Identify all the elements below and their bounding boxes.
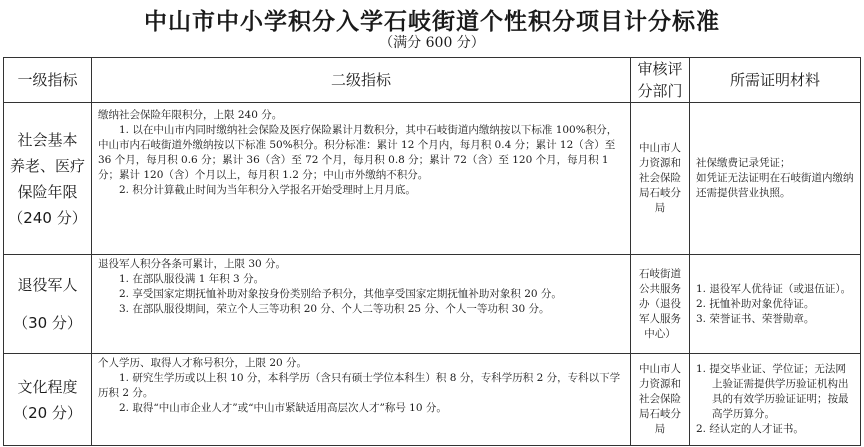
- header-review-department: [631, 58, 690, 103]
- table-header-row: [4, 58, 861, 103]
- indicator-line: 文化程度: [17, 377, 78, 396]
- materials-line: 1. 退役军人优待证（或退伍证）。: [696, 282, 852, 295]
- materials-line: 2. 经认定的人才证书。: [696, 423, 804, 435]
- table-row: [4, 354, 861, 446]
- secondary-indicator-cell: [92, 354, 631, 446]
- detail-line: 个人学历、取得人才称号积分，上限 20 分。: [98, 357, 308, 369]
- department-line: 公共服务: [639, 282, 681, 295]
- department-line: 军人服务: [639, 312, 681, 325]
- department-line: 局石岐分: [639, 187, 681, 199]
- materials-line: 3. 荣誉证书、荣誉勋章。: [696, 312, 815, 325]
- indicator-line: （240 分）: [8, 208, 87, 227]
- header-required-materials: 所需证明材料: [690, 58, 861, 103]
- primary-indicator-cell: [4, 103, 92, 255]
- indicator-line: 退役军人: [17, 276, 78, 294]
- header-secondary-indicator: 二级指标: [92, 58, 631, 103]
- table-row: [4, 255, 861, 354]
- header-primary-indicator: 一级指标: [4, 58, 92, 103]
- department-line: 中心）: [644, 327, 676, 340]
- review-department-cell: [631, 103, 690, 255]
- indicator-line: 社会基本: [17, 130, 78, 149]
- department-line: 石岐街道: [639, 267, 681, 280]
- review-department-cell: [631, 255, 690, 354]
- department-line: 社会保险: [639, 172, 681, 184]
- department-line: 办（退役: [639, 297, 681, 310]
- required-materials-cell: [690, 103, 861, 255]
- department-line: 社会保险: [639, 393, 681, 405]
- required-materials-cell: [690, 354, 861, 446]
- secondary-indicator-cell: [92, 255, 631, 354]
- materials-line: 2. 抚恤补助对象优待证。: [696, 297, 815, 310]
- detail-line: 2. 取得“中山市企业人才”或“中山市紧缺适用高层次人才”称号 10 分。: [119, 402, 447, 414]
- detail-line: 2. 积分计算截止时间为当年积分入学报名开始受理时上月月底。: [119, 184, 416, 196]
- materials-line: 1. 提交毕业证、学位证；无法网上验证需提供学历验证机构出具的有效学历验证证明；按最高学历算分。: [696, 363, 849, 420]
- page-subtitle: （满分 600 分）: [379, 35, 485, 51]
- indicator-line: 养老、医疗: [9, 156, 85, 175]
- header-review-department-line2: 分部门: [637, 82, 683, 100]
- materials-line: 如凭证无法证明在石岐街道内缴纳还需提供营业执照。: [696, 172, 854, 199]
- detail-line: 退役军人积分各条可累计，上限 30 分。: [98, 258, 287, 270]
- materials-line: 社保缴费记录凭证；: [696, 157, 791, 169]
- header-review-department-line1: 审核评: [637, 60, 683, 78]
- table-row: [4, 103, 861, 255]
- primary-indicator-cell: [4, 354, 92, 446]
- scoring-table: [3, 57, 861, 446]
- department-line: 力资源和: [639, 378, 681, 390]
- department-line: 中山市人: [639, 142, 681, 154]
- primary-indicator-cell: [4, 255, 92, 354]
- page-title: 中山市中小学积分入学石岐街道个性积分项目计分标准: [144, 8, 720, 35]
- detail-line: 3. 在部队服役期间，荣立个人三等功积 20 分、个人二等功积 25 分、个人一等功积 30 分。: [119, 303, 550, 315]
- department-line: 局: [654, 423, 666, 435]
- detail-line: 2. 享受国家定期抚恤补助对象按身份类别给予积分，其他享受国家定期抚恤补助对象积 20 分。: [119, 288, 562, 300]
- department-line: 中山市人: [639, 363, 681, 375]
- secondary-indicator-cell: [92, 103, 631, 255]
- detail-line: 1. 研究生学历或以上积 10 分，本科学历（含只有硕士学位本科生）积 8 分，专科学历积 2 分，专科以下学历积 2 分。: [98, 372, 621, 399]
- indicator-line: （20 分）: [13, 403, 82, 422]
- indicator-line: 保险年限: [17, 182, 78, 201]
- detail-line: 1. 在部队服役满 1 年积 3 分。: [119, 273, 265, 285]
- detail-line: 缴纳社会保险年限积分，上限 240 分。: [98, 109, 283, 121]
- review-department-cell: [631, 354, 690, 446]
- detail-line: 1. 以在中山市内同时缴纳社会保险及医疗保险累计月数积分，其中石岐街道内缴纳按以下标准 100%积分，中山市内石岐街道外缴纳按以下标准 50%积分。积分标准：累计 12 个月内，每月积 0.4 分；累计 12（含）至 36 个月，每月积 0.6 分；累计 36（含）至 72 个月，每月积 0.8 分；累计 72（含）至 120 个月，每月积 1 分；累计 120（含）个月以上，每月积 1.2 分；中山市外缴纳不积分。: [98, 124, 618, 181]
- department-line: 力资源和: [639, 157, 681, 169]
- indicator-line: （30 分）: [13, 314, 82, 332]
- department-line: 局石岐分: [639, 408, 681, 420]
- required-materials-cell: [690, 255, 861, 354]
- department-line: 局: [654, 202, 666, 214]
